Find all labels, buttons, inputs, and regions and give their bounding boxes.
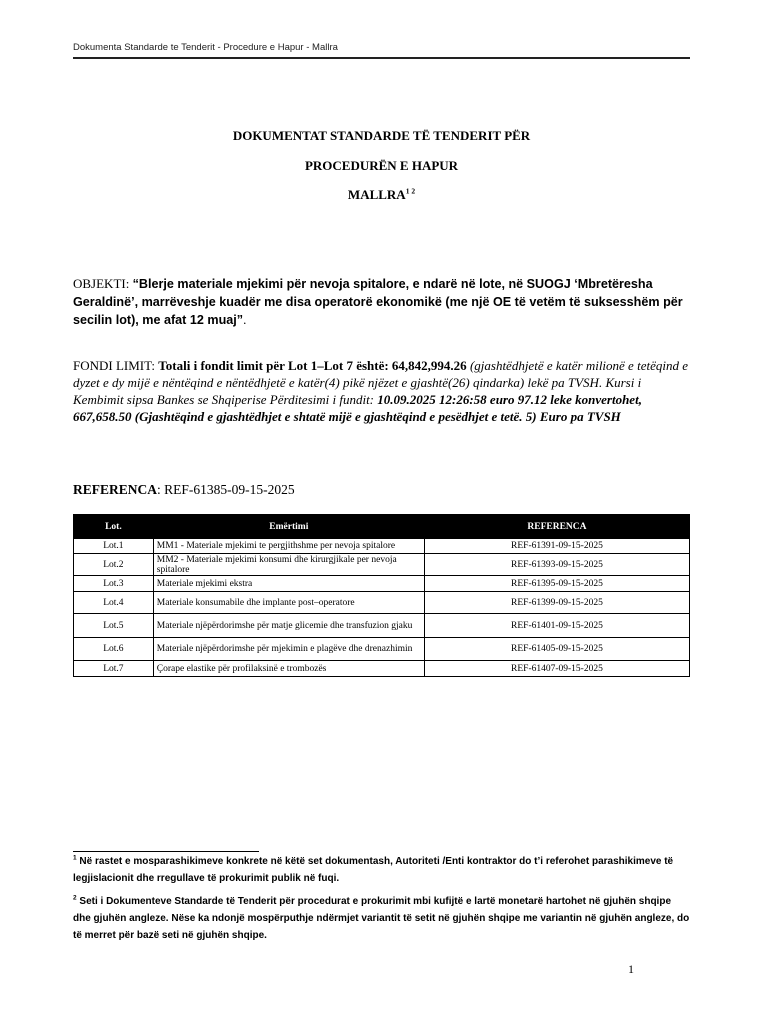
footnote-marks: 1 2 bbox=[405, 186, 416, 196]
name-cell: Materiale njëpërdorimshe për mjekimin e plagëve dhe drenazhimin bbox=[153, 638, 424, 661]
footnote-text: Në rastet e mosparashikimeve konkrete në këtë set dokumentash, Autoriteti /Enti kontraktor do t’i referohet parashikimeve të legjislacionit dhe rregullave të prokurimit publik në fuqi. bbox=[73, 856, 674, 884]
column-header-emertimi: Emërtimi bbox=[153, 515, 424, 539]
lot-cell: Lot.7 bbox=[74, 661, 154, 677]
lot-cell: Lot.4 bbox=[74, 592, 154, 614]
document-title-line3 bbox=[73, 187, 690, 203]
objekti-period: . bbox=[243, 312, 247, 327]
lot-cell: Lot.1 bbox=[74, 539, 154, 554]
ref-cell: REF-61401-09-15-2025 bbox=[424, 614, 689, 638]
name-cell: Materiale konsumabile dhe implante post–operatore bbox=[153, 592, 424, 614]
footnote-mark: 1 bbox=[73, 854, 77, 862]
name-cell: Materiale njëpërdorimshe për matje glicemie dhe transfuzion gjaku bbox=[153, 614, 424, 638]
table-row bbox=[74, 554, 690, 576]
table-row bbox=[74, 539, 690, 554]
document-title-line2: PROCEDURËN E HAPUR bbox=[304, 158, 459, 173]
document-title-line1: DOKUMENTAT STANDARDE TË TENDERIT PËR bbox=[232, 128, 531, 143]
table-row bbox=[74, 592, 690, 614]
running-header: Dokumenta Standarde te Tenderit - Procedure e Hapur - Mallra bbox=[73, 42, 338, 53]
header-divider bbox=[73, 57, 690, 59]
fondi-limit-paragraph bbox=[73, 357, 690, 425]
document-title-mallra: MALLRA bbox=[347, 187, 406, 202]
ref-cell: REF-61405-09-15-2025 bbox=[424, 638, 689, 661]
name-cell: Materiale mjekimi ekstra bbox=[153, 576, 424, 592]
lots-table bbox=[73, 514, 690, 677]
referenca-value: : REF-61385-09-15-2025 bbox=[157, 482, 295, 497]
ref-cell: REF-61393-09-15-2025 bbox=[424, 554, 689, 576]
table-row bbox=[74, 576, 690, 592]
lot-cell: Lot.6 bbox=[74, 638, 154, 661]
fondi-words: (gjashtëdhjetë e katër milionë e tetëqind e dyzet e dy mijë e nëntëqind e nëntëdhjetë e katër(4) pikë njëzet e gjashtë(26) qindarka) lekë pa TVSH. Kursi i Kembimit sipsa Bankes se Shqiperise Përditesimi i fundit: bbox=[73, 358, 688, 407]
footnote-2 bbox=[73, 893, 690, 944]
objekti-label: OBJEKTI: bbox=[73, 276, 130, 291]
footnote-separator bbox=[73, 851, 259, 852]
referenca-label: REFERENCA bbox=[73, 482, 158, 497]
ref-cell: REF-61391-09-15-2025 bbox=[424, 539, 689, 554]
lot-cell: Lot.5 bbox=[74, 614, 154, 638]
table-row bbox=[74, 661, 690, 677]
column-header-lot: Lot. bbox=[74, 515, 154, 539]
column-header-referenca: REFERENCA bbox=[424, 515, 689, 539]
page-number: 1 bbox=[628, 962, 634, 976]
footnote-text: Seti i Dokumenteve Standarde të Tenderit për procedurat e prokurimit mbi kufijtë e lartë monetarë hartohet në gjuhën shqipe dhe gjuhën angleze. Nëse ka ndonjë mospërputhje ndërmjet variantit të setit në gjuhën shqipe me variantin në gjuhën angleze, do të merret për bazë seti në gjuhën shqipe. bbox=[73, 896, 690, 941]
table-header-row bbox=[74, 515, 690, 539]
footnote-mark: 2 bbox=[73, 894, 77, 902]
lot-cell: Lot.3 bbox=[74, 576, 154, 592]
referenca-line bbox=[73, 482, 295, 498]
lot-cell: Lot.2 bbox=[74, 554, 154, 576]
table-row bbox=[74, 638, 690, 661]
name-cell: MM2 - Materiale mjekimi konsumi dhe kirurgjikale per nevoja spitalore bbox=[153, 554, 424, 576]
objekti-text: “Blerje materiale mjekimi për nevoja spitalore, e ndarë në lote, në SUOGJ ‘Mbretëresha Geraldinë’, marrëveshje kuadër me disa operatorë ekonomikë (me një OE të vetëm të suksesshëm për secilin lot), me afat 12 muaj” bbox=[73, 277, 683, 327]
fondi-total: Totali i fondit limit për Lot 1–Lot 7 është: 64,842,994.26 bbox=[158, 358, 467, 373]
ref-cell: REF-61395-09-15-2025 bbox=[424, 576, 689, 592]
objekti-paragraph bbox=[73, 275, 690, 329]
ref-cell: REF-61407-09-15-2025 bbox=[424, 661, 689, 677]
name-cell: MM1 - Materiale mjekimi te pergjithshme per nevoja spitalore bbox=[153, 539, 424, 554]
fondi-label: FONDI LIMIT: bbox=[73, 358, 156, 373]
table-row bbox=[74, 614, 690, 638]
footnote-1 bbox=[73, 853, 690, 887]
name-cell: Çorape elastike për profilaksinë e trombozës bbox=[153, 661, 424, 677]
fondi-exchange: 10.09.2025 12:26:58 euro 97.12 leke konvertohet, 667,658.50 (Gjashtëqind e gjashtëdhjet e shtatë mijë e gjashtëqind e pesëdhjet e tetë. 5) Euro pa TVSH bbox=[73, 392, 642, 424]
ref-cell: REF-61399-09-15-2025 bbox=[424, 592, 689, 614]
